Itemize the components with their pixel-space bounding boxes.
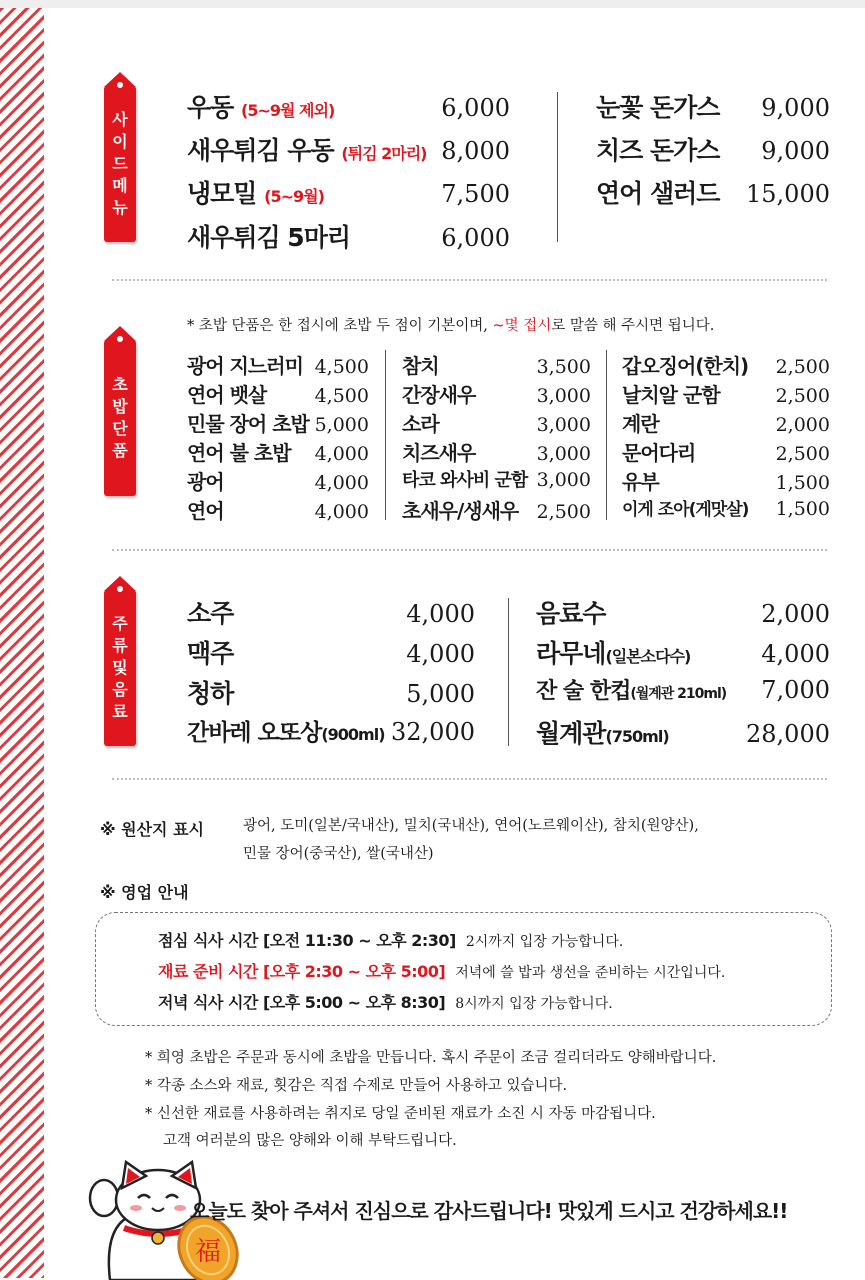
item-name: 연어 불 초밥: [187, 441, 291, 465]
sushi-tag: [104, 340, 136, 496]
hours-row: [158, 990, 613, 1013]
column-divider: [606, 350, 607, 520]
tag-char: 초: [112, 375, 128, 394]
item-price: 7,000: [761, 676, 830, 704]
column-divider: [557, 92, 558, 242]
menu-item: [402, 379, 591, 408]
menu-item: [536, 714, 830, 750]
item-name: 날치알 군함: [622, 383, 720, 407]
item-note: (750ml): [605, 727, 669, 746]
footnote: * 신선한 재료를 사용하려는 취지로 당일 준비된 재료가 소진 시 자동 마감됩니다.: [145, 1106, 656, 1122]
item-name: 참치: [402, 354, 439, 378]
item-name: 연어: [187, 499, 224, 523]
note-text: * 초밥 단품은 한 접시에 초밥 두 점이 기본이며,: [187, 318, 493, 334]
item-name: 맥주: [187, 639, 234, 668]
item-name: 새우튀김 우동: [187, 136, 334, 165]
item-name: 청하: [187, 679, 234, 708]
menu-item: [402, 408, 591, 437]
item-price: 3,000: [536, 469, 591, 491]
menu-item: [187, 674, 475, 710]
item-name: 갑오징어(한치): [622, 354, 749, 378]
note-text: 로 말씀 해 주시면 됩니다.: [551, 318, 715, 334]
item-price: 7,500: [441, 180, 510, 208]
item-price: 1,500: [775, 498, 830, 520]
item-name: 간장새우: [402, 383, 476, 407]
thanks-message: 오늘도 찾아 주셔서 진심으로 감사드립니다! 맛있게 드시고 건강하세요!!: [190, 1199, 788, 1223]
hours-label: 저녁 식사 시간 [오후 5:00 ~ 오후 8:30]: [158, 993, 446, 1012]
menu-item: [622, 408, 830, 437]
menu-item: [187, 131, 510, 167]
menu-item: [187, 218, 510, 254]
hours-desc: 8시까지 입장 가능합니다.: [455, 996, 613, 1012]
origin-line: 광어, 도미(일본/국내산), 밀치(국내산), 연어(노르웨이산), 참치(원양산),: [243, 818, 699, 834]
item-price: 4,000: [314, 472, 369, 494]
item-name: 민물 장어 초밥: [187, 412, 309, 436]
menu-item: [596, 131, 830, 167]
footnote: * 각종 소스와 재료, 횟감은 직접 수제로 만들어 사용하고 있습니다.: [145, 1078, 568, 1094]
section-divider: [112, 778, 827, 780]
menu-item: [622, 466, 830, 495]
hours-row: [158, 959, 725, 982]
tag-char: 드: [112, 154, 128, 173]
column-divider: [508, 598, 509, 746]
hours-desc: 2시까지 입장 가능합니다.: [465, 934, 624, 950]
item-name: 치즈 돈가스: [596, 136, 720, 165]
tag-char: 품: [112, 441, 128, 460]
tag-char: 메: [112, 176, 128, 195]
item-price: 9,000: [761, 137, 830, 165]
item-price: 9,000: [761, 94, 830, 122]
item-price: 32,000: [391, 718, 475, 746]
item-price: 5,000: [314, 414, 369, 436]
item-price: 3,000: [536, 414, 591, 436]
menu-item: [536, 674, 830, 705]
tag-char: 주: [112, 614, 128, 633]
menu-item: [402, 350, 591, 379]
item-name: 잔 술 한컵: [536, 679, 631, 704]
sushi-note: [187, 314, 714, 335]
menu-item: [187, 466, 369, 495]
item-name: 눈꽃 돈가스: [596, 93, 720, 122]
item-price: 4,000: [314, 443, 369, 465]
item-price: 2,500: [536, 501, 591, 523]
item-name: 우동: [187, 93, 234, 122]
menu-item: [187, 408, 369, 437]
menu-item: [622, 437, 830, 466]
decorative-stripe: [0, 8, 44, 1278]
tag-char: 사: [112, 110, 128, 129]
item-price: 28,000: [746, 720, 830, 748]
menu-item: [187, 714, 475, 747]
item-name: 냉모밀: [187, 179, 257, 208]
item-price: 4,500: [314, 356, 369, 378]
item-name: 음료수: [536, 599, 606, 628]
tag-char: 단: [112, 419, 128, 438]
menu-item: [622, 350, 830, 379]
item-price: 5,000: [406, 680, 475, 708]
item-price: 4,500: [314, 385, 369, 407]
tag-char: 음: [112, 680, 128, 699]
origin-title: ※ 원산지 표시: [100, 820, 204, 839]
footnote: 고객 여러분의 많은 양해와 이해 부탁드립니다.: [163, 1133, 457, 1149]
item-price: 6,000: [441, 224, 510, 252]
menu-item: [187, 634, 475, 670]
tag-char: 이: [112, 132, 128, 151]
item-price: 2,000: [761, 600, 830, 628]
menu-item: [187, 437, 369, 466]
item-price: 1,500: [775, 472, 830, 494]
item-note: (튀김 2마리): [341, 144, 427, 163]
item-name: 연어 샐러드: [596, 179, 720, 208]
menu-item: [402, 466, 591, 492]
menu-item: [402, 437, 591, 466]
item-note: (5~9월 제외): [241, 101, 335, 120]
item-name: 타코 와사비 군함: [402, 470, 528, 491]
item-price: 2,500: [775, 443, 830, 465]
hours-title: ※ 영업 안내: [100, 883, 189, 902]
item-note: (일본소다수): [605, 647, 691, 666]
tag-char: 료: [112, 702, 128, 721]
side-menu-tag: [104, 86, 136, 242]
item-name: 소주: [187, 599, 234, 628]
item-price: 2,000: [775, 414, 830, 436]
menu-item: [187, 174, 510, 210]
tag-char: 뉴: [112, 198, 128, 217]
item-price: 8,000: [441, 137, 510, 165]
item-name: 간바레 오또상: [187, 720, 322, 746]
hours-label: 재료 준비 시간 [오후 2:30 ~ 오후 5:00]: [158, 962, 446, 981]
item-price: 4,000: [314, 501, 369, 523]
tag-char: 밥: [112, 397, 128, 416]
menu-item: [622, 495, 830, 520]
note-highlight: ~몇 접시: [492, 318, 552, 334]
item-price: 4,000: [406, 600, 475, 628]
item-note: (5~9월): [264, 187, 324, 206]
item-name: 새우튀김 5마리: [187, 223, 350, 252]
section-divider: [112, 549, 827, 551]
hours-row: [158, 928, 623, 951]
item-name: 광어: [187, 470, 224, 494]
item-price: 4,000: [406, 640, 475, 668]
hours-desc: 저녁에 쓸 밥과 생선을 준비하는 시간입니다.: [455, 965, 726, 981]
item-price: 2,500: [775, 385, 830, 407]
item-price: 4,000: [761, 640, 830, 668]
menu-item: [187, 88, 510, 124]
hours-label: 점심 식사 시간 [오전 11:30 ~ 오후 2:30]: [158, 931, 456, 950]
drinks-tag: [104, 590, 136, 746]
item-price: 3,000: [536, 443, 591, 465]
coin-char: 福: [194, 1237, 222, 1267]
item-name: 소라: [402, 412, 439, 436]
item-name: 초새우/생새우: [402, 499, 519, 523]
item-price: 3,500: [536, 356, 591, 378]
item-name: 문어다리: [622, 441, 696, 465]
menu-item: [187, 594, 475, 630]
item-price: 3,000: [536, 385, 591, 407]
menu-item: [187, 379, 369, 408]
item-name: 치즈새우: [402, 441, 476, 465]
item-name: 유부: [622, 470, 659, 494]
menu-item: [596, 88, 830, 124]
item-note: (900ml): [321, 725, 385, 744]
tag-char: 류: [112, 636, 128, 655]
menu-item: [187, 350, 369, 379]
footnote: * 희영 초밥은 주문과 동시에 초밥을 만듭니다. 혹시 주문이 조금 걸리더라도 양해바랍니다.: [145, 1050, 717, 1066]
top-bar: [0, 0, 865, 8]
item-price: 2,500: [775, 356, 830, 378]
item-name: 이게 조아(게맛살): [622, 500, 749, 520]
item-name: 계란: [622, 412, 659, 436]
menu-item: [187, 495, 369, 524]
item-name: 월계관: [536, 719, 606, 748]
tag-char: 및: [112, 658, 128, 677]
item-price: 15,000: [746, 180, 830, 208]
item-name: 연어 뱃살: [187, 383, 267, 407]
item-name: 광어 지느러미: [187, 354, 303, 378]
item-note: (월계관 210ml): [630, 686, 727, 702]
item-name: 라무네: [536, 639, 606, 668]
item-price: 6,000: [441, 94, 510, 122]
origin-line: 민물 장어(중국산), 쌀(국내산): [243, 846, 434, 862]
menu-item: [622, 379, 830, 408]
menu-item: [536, 634, 830, 670]
menu-item: [596, 174, 830, 210]
menu-item: [536, 594, 830, 630]
column-divider: [385, 350, 386, 520]
section-divider: [112, 279, 827, 281]
menu-item: [402, 495, 591, 524]
